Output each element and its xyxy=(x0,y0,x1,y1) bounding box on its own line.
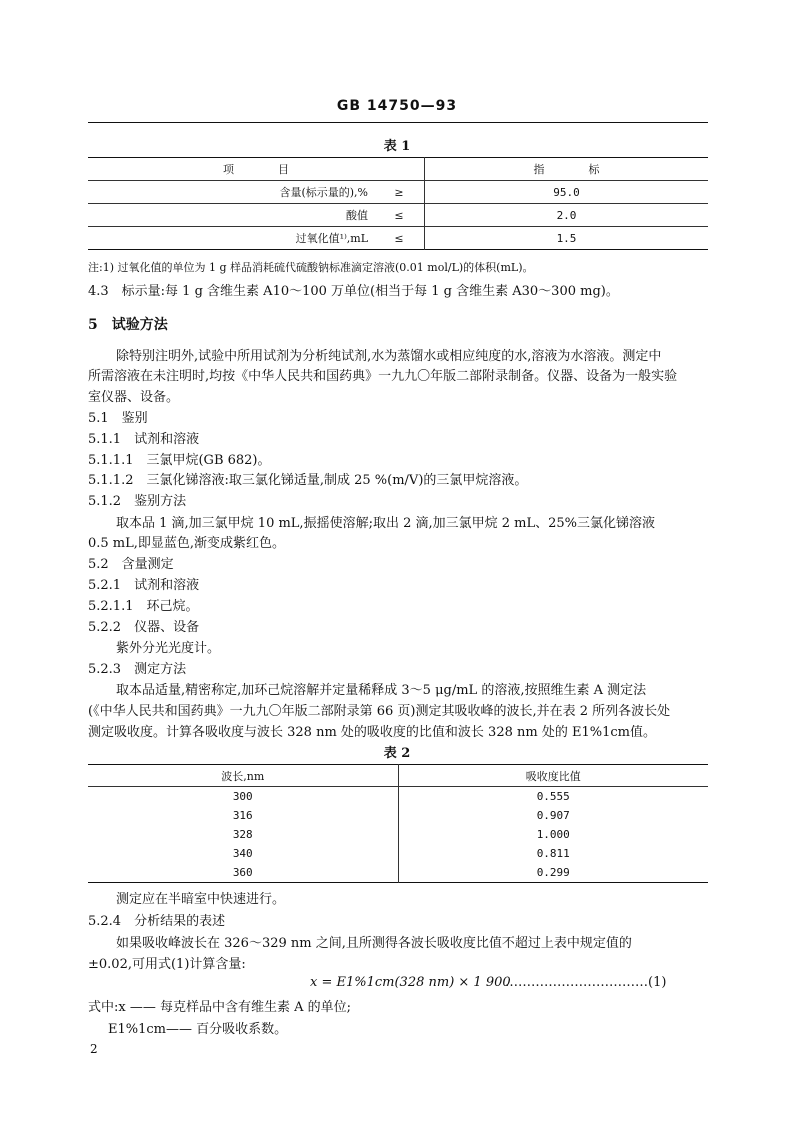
table2 xyxy=(88,764,708,883)
table2-ratio: 0.299 xyxy=(398,863,708,883)
para-5-1-1-2: 5.1.1.2 三氯化锑溶液:取三氯化锑适量,制成 25 %(m/V)的三氯甲烷溶液。 xyxy=(88,473,528,488)
table-row xyxy=(88,765,708,787)
para-5-2-2-a: 紫外分光光度计。 xyxy=(116,641,221,656)
para-5-1-2-b: 0.5 mL,即显蓝色,渐变成紫红色。 xyxy=(88,536,286,551)
para-5-1-2-a: 取本品 1 滴,加三氯甲烷 10 mL,振摇使溶解;取出 2 滴,加三氯甲烷 2 mL、25%三氯化锑溶液 xyxy=(116,516,656,531)
formula-number: ……………………………(1) xyxy=(505,975,667,990)
table-row xyxy=(88,204,708,227)
table1 xyxy=(88,157,708,250)
table2-wavelength: 340 xyxy=(232,847,253,860)
table-row xyxy=(88,181,708,204)
where-line-1: 式中:x —— 每克样品中含有维生素 A 的单位; xyxy=(88,1000,352,1015)
table-row xyxy=(88,863,708,883)
heading-5-1-1: 5.1.1 试剂和溶液 xyxy=(88,432,200,447)
table-row xyxy=(88,158,708,181)
table-row xyxy=(88,787,708,807)
standard-header: GB 14750—93 xyxy=(336,98,458,114)
table1-op: ≥ xyxy=(374,181,425,204)
table2-ratio: 1.000 xyxy=(398,825,708,844)
table1-item: 酸值 xyxy=(88,204,374,227)
heading-5-1: 5.1 鉴别 xyxy=(88,411,148,426)
para-intro-2: 所需溶液在未注明时,均按《中华人民共和国药典》一九九〇年版二部附录制备。仪器、设备为一般实验 xyxy=(88,369,678,384)
para-5-2-4-a: 如果吸收峰波长在 326～329 nm 之间,且所测得各波长吸收度比值不超过上表中规定值的 xyxy=(116,936,632,951)
table2-ratio: 0.907 xyxy=(398,806,708,825)
table1-op: ≤ xyxy=(374,204,425,227)
table1-value: 1.5 xyxy=(425,227,709,250)
heading-5-2-2: 5.2.2 仪器、设备 xyxy=(88,620,200,635)
heading-5-2-3: 5.2.3 测定方法 xyxy=(88,662,187,677)
table2-wavelength: 300 xyxy=(232,790,253,803)
table1-item: 过氧化值¹⁾,mL xyxy=(88,227,374,250)
table2-wavelength: 360 xyxy=(232,866,253,879)
para-5-1-1-1: 5.1.1.1 三氯甲烷(GB 682)。 xyxy=(88,453,271,468)
table2-ratio: 0.811 xyxy=(398,844,708,863)
table2-caption: 表 2 xyxy=(383,746,411,761)
para-5-2-1-1: 5.2.1.1 环己烷。 xyxy=(88,599,199,614)
para-5-2-3-b: (《中华人民共和国药典》一九九〇年版二部附录第 66 页)测定其吸收峰的波长,并在表 2 所列各波长处 xyxy=(88,704,671,719)
formula: x = E1%1cm(328 nm) × 1 900 xyxy=(310,975,511,990)
table-row xyxy=(88,227,708,250)
table2-col-ratio: 吸收度比值 xyxy=(398,765,708,787)
table2-col-wavelength: 波长,nm xyxy=(88,765,398,787)
heading-5-2-1: 5.2.1 试剂和溶液 xyxy=(88,578,200,593)
heading-5-1-2: 5.1.2 鉴别方法 xyxy=(88,494,187,509)
table-row xyxy=(88,825,708,844)
table1-value: 2.0 xyxy=(425,204,709,227)
table-row xyxy=(88,806,708,825)
table1-col-item: 项 目 xyxy=(223,163,289,176)
para-5-2-4-b: ±0.02,可用式(1)计算含量: xyxy=(88,957,246,972)
para-intro-1: 除特别注明外,试验中所用试剂为分析纯试剂,水为蒸馏水或相应纯度的水,溶液为水溶液。测定中 xyxy=(116,349,662,364)
table1-caption: 表 1 xyxy=(383,139,411,154)
table-row xyxy=(88,844,708,863)
table1-item: 含量(标示量的),% xyxy=(88,181,374,204)
page-number: 2 xyxy=(90,1042,98,1056)
table1-value: 95.0 xyxy=(425,181,709,204)
table1-op: ≤ xyxy=(374,227,425,250)
para-after-table2: 测定应在半暗室中快速进行。 xyxy=(116,892,286,907)
para-4-3: 4.3 标示量:每 1 g 含维生素 A10～100 万单位(相当于每 1 g 含维生素 A30～300 mg)。 xyxy=(88,284,619,299)
where-line-2: E1%1cm—— 百分吸收系数。 xyxy=(108,1022,288,1037)
table2-wavelength: 328 xyxy=(232,828,253,841)
table1-note: 注:1) 过氧化值的单位为 1 g 样品消耗硫代硫酸钠标准滴定溶液(0.01 mol/L)的体积(mL)。 xyxy=(88,261,534,274)
table2-ratio: 0.555 xyxy=(398,787,708,807)
heading-5-2: 5.2 含量测定 xyxy=(88,557,174,572)
para-5-2-3-c: 测定吸收度。计算各吸收度与波长 328 nm 处的吸收度的比值和波长 328 nm 处的 E1%1cm值。 xyxy=(88,725,656,740)
para-intro-3: 室仪器、设备。 xyxy=(88,390,180,405)
para-5-2-3-a: 取本品适量,精密称定,加环己烷溶解并定量稀释成 3～5 μg/mL 的溶液,按照维生素 A 测定法 xyxy=(116,683,647,698)
heading-5-2-4: 5.2.4 分析结果的表述 xyxy=(88,914,226,929)
table1-col-index: 指 标 xyxy=(425,158,709,181)
table2-wavelength: 316 xyxy=(232,809,253,822)
section-5-heading: 5 试验方法 xyxy=(88,317,168,333)
header-rule xyxy=(88,122,708,123)
